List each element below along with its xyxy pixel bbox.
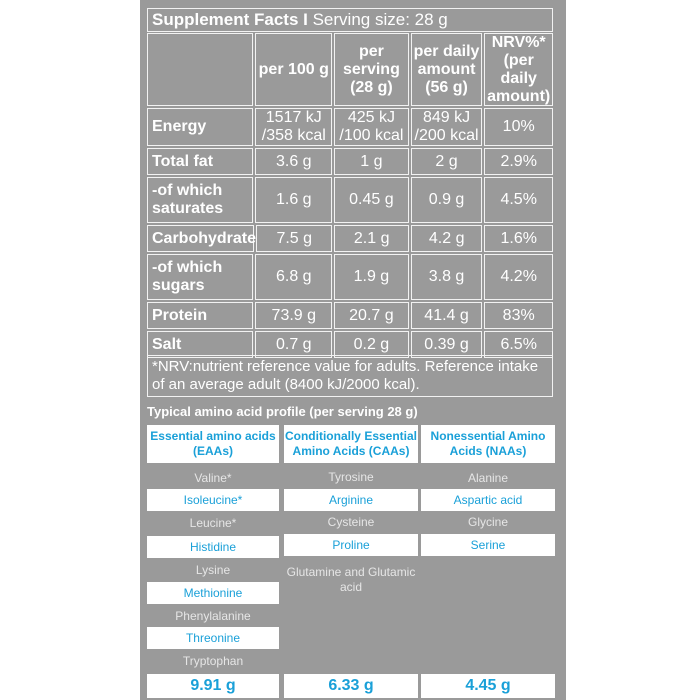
amino-item: Threonine (147, 627, 279, 649)
amino-item: Leucine* (189, 516, 237, 530)
amino-item: Cysteine (327, 515, 375, 529)
amino-item: Lysine (195, 563, 231, 577)
amino-item: Proline (284, 534, 418, 556)
table-row: -of which saturates 1.6 g 0.45 g 0.9 g 4.5% (147, 177, 553, 225)
caa-total: 6.33 g (284, 674, 418, 698)
amino-item: Methionine (147, 582, 279, 604)
nutrition-table (147, 33, 553, 360)
amino-item: Serine (421, 534, 555, 556)
header-per-serving: per serving (28 g) (334, 33, 409, 106)
table-row: Protein 73.9 g 20.7 g 41.4 g 83% (147, 302, 553, 331)
naa-header: Nonessential Amino Acids (NAAs) (421, 425, 555, 463)
table-row: Salt 0.7 g 0.2 g 0.39 g 6.5% (147, 331, 553, 360)
header-per-daily: per daily amount (56 g) (411, 33, 483, 106)
amino-item: Aspartic acid (421, 489, 555, 511)
amino-item: Glycine (467, 515, 508, 529)
amino-item: Tyrosine (328, 470, 374, 484)
table-row: Total fat 3.6 g 1 g 2 g 2.9% (147, 148, 553, 177)
table-row: -of which sugars 6.8 g 1.9 g 3.8 g 4.2% (147, 254, 553, 302)
amino-item: Histidine (147, 536, 279, 558)
amino-item: Valine* (194, 471, 232, 485)
amino-item: Arginine (284, 489, 418, 511)
eaa-header: Essential amino acids (EAAs) (147, 425, 279, 463)
amino-item: Alanine (467, 471, 509, 485)
naa-total: 4.45 g (421, 674, 555, 698)
amino-item: Isoleucine* (147, 489, 279, 511)
amino-item: Glutamine and Glutamic acid (286, 565, 416, 594)
supplement-facts-title: Supplement Facts I Serving size: 28 g (147, 8, 553, 32)
amino-profile-title: Typical amino acid profile (per serving 28 g) (147, 404, 418, 419)
header-empty (147, 33, 253, 106)
header-per-100g: per 100 g (255, 33, 332, 106)
table-row: Carbohydrate 7.5 g 2.1 g 4.2 g 1.6% (147, 225, 553, 254)
table-header-row (147, 33, 553, 108)
caa-header: Conditionally Essential Amino Acids (CAAs) (284, 425, 418, 463)
table-row: Energy 1517 kJ /358 kcal 425 kJ /100 kcal 849 kJ /200 kcal 10% (147, 108, 553, 148)
amino-item: Tryptophan (182, 654, 244, 668)
header-nrv: NRV%* (per daily amount) (484, 33, 553, 106)
nrv-footnote: *NRV:nutrient reference value for adults. Reference intake of an average adult (8400 kJ/2000 kcal). (147, 355, 553, 397)
eaa-total: 9.91 g (147, 674, 279, 698)
amino-item: Phenylalanine (175, 609, 251, 623)
